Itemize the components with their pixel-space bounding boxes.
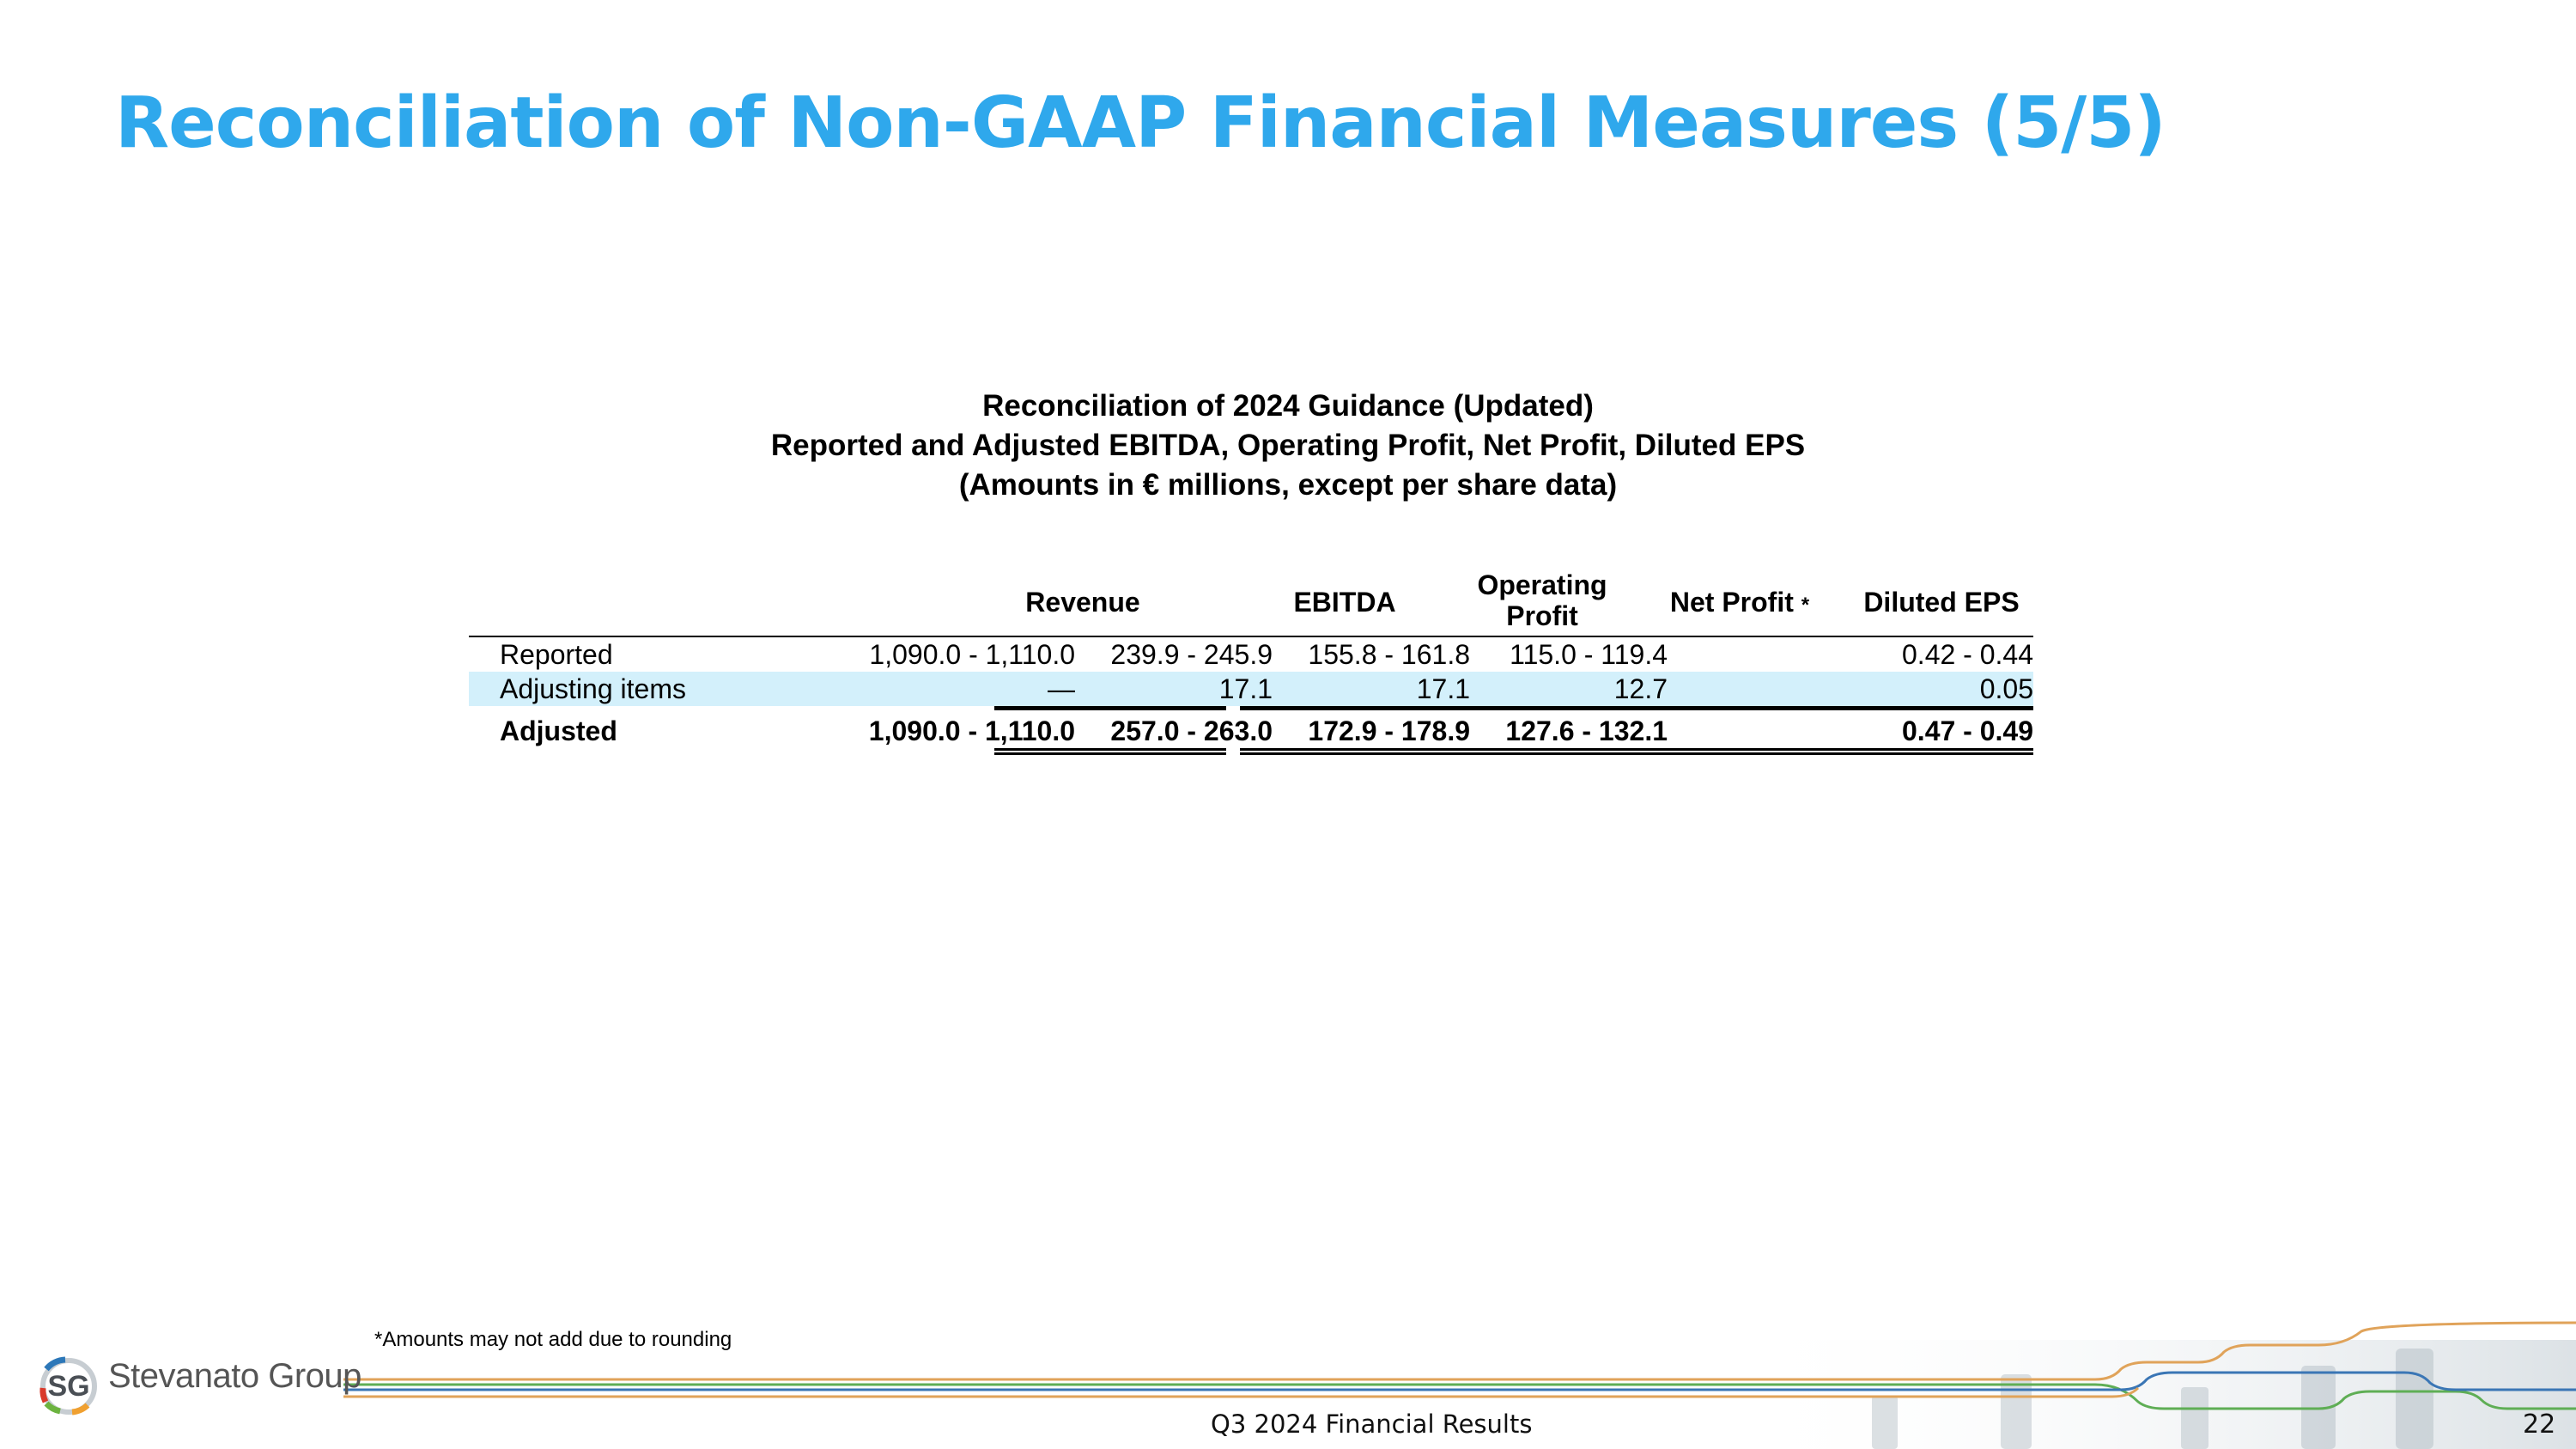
row-label: Adjusting items xyxy=(500,673,686,704)
column-header-operating-profit-line-1: Operating xyxy=(1477,569,1607,600)
cell-operating-profit: 17.1 xyxy=(1416,673,1470,704)
cell-ebitda: 257.0 - 263.0 xyxy=(1110,715,1273,746)
cell-net-profit: 115.0 - 119.4 xyxy=(1510,639,1668,670)
column-header-diluted-eps: Diluted EPS xyxy=(1863,587,2020,618)
cell-revenue: 1,090.0 - 1,110.0 xyxy=(868,715,1075,746)
cell-operating-profit: 155.8 - 161.8 xyxy=(1308,639,1470,670)
page-number: 22 xyxy=(2523,1409,2556,1440)
cell-revenue: 1,090.0 - 1,110.0 xyxy=(869,639,1075,670)
cell-net-profit: 127.6 - 132.1 xyxy=(1505,715,1668,746)
table-heading-line-3: (Amounts in € millions, except per share data) xyxy=(958,468,1618,502)
table-heading-line-2: Reported and Adjusted EBITDA, Operating Profit, Net Profit, Diluted EPS xyxy=(770,429,1806,462)
company-logo xyxy=(34,1350,361,1419)
cell-ebitda: 17.1 xyxy=(1218,673,1273,704)
cell-net-profit: 12.7 xyxy=(1613,673,1668,704)
footnote: *Amounts may not add due to rounding xyxy=(374,1328,732,1351)
table-heading-line-1: Reconciliation of 2024 Guidance (Updated) xyxy=(982,389,1594,423)
column-header-operating-profit-line-2: Profit xyxy=(1506,600,1578,631)
cell-diluted-eps: 0.05 xyxy=(1979,673,2033,704)
column-header-ebitda: EBITDA xyxy=(1293,587,1396,618)
cell-operating-profit: 172.9 - 178.9 xyxy=(1308,715,1470,746)
cell-ebitda: 239.9 - 245.9 xyxy=(1110,639,1273,670)
footer-title: Q3 2024 Financial Results xyxy=(1211,1409,1533,1439)
logo-name: Stevanato Group xyxy=(108,1357,361,1395)
cell-diluted-eps: 0.47 - 0.49 xyxy=(1902,715,2033,746)
column-header-revenue: Revenue xyxy=(1025,587,1140,618)
page-title: Reconciliation of Non-GAAP Financial Measures (5/5) xyxy=(115,82,2166,164)
cell-revenue: — xyxy=(1048,673,1075,704)
net-profit-asterisk: * xyxy=(1801,594,1810,617)
cell-diluted-eps: 0.42 - 0.44 xyxy=(1902,639,2033,670)
net-profit-label: Net Profit xyxy=(1669,587,1794,618)
vials-image xyxy=(1717,1340,2576,1449)
row-label: Reported xyxy=(500,639,613,670)
logo-mark-text: SG xyxy=(47,1370,90,1403)
sg-logo-mark xyxy=(34,1350,103,1419)
row-label: Adjusted xyxy=(500,715,617,746)
